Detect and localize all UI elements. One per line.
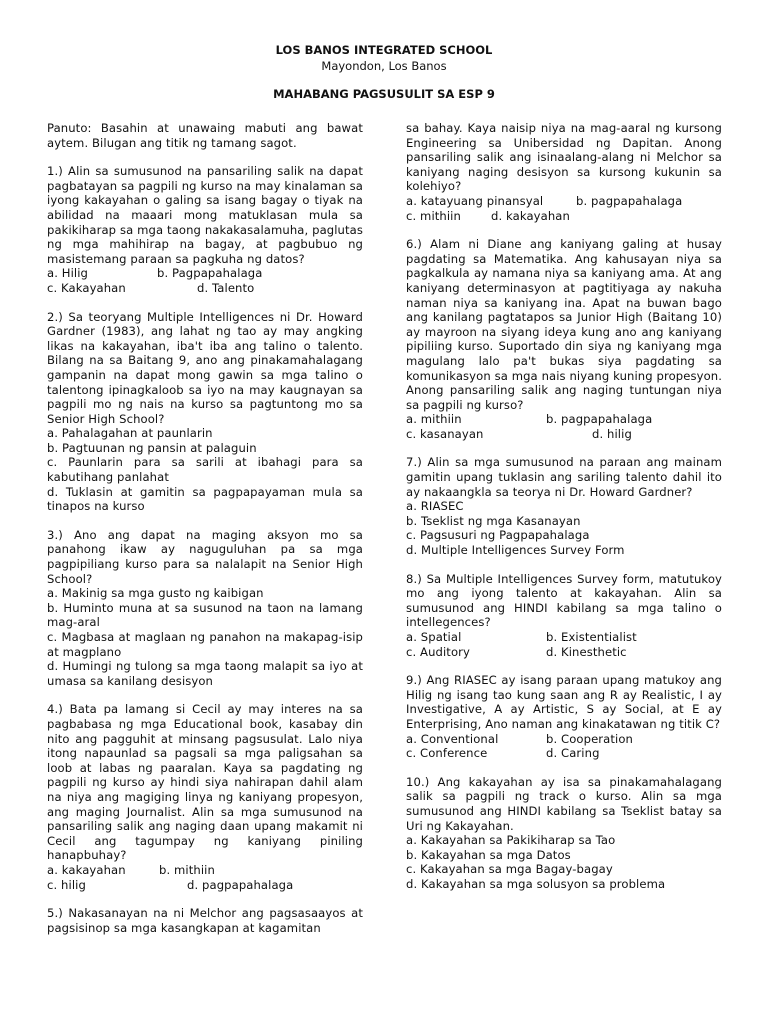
exam-title: MAHABANG PAGSUSULIT SA ESP 9	[273, 87, 495, 101]
question-5-stem-part1: 5.) Nakasanayan na ni Melchor ang pagsasaayos at pagsisinop sa mga kasangkapan at kagamitan	[47, 906, 363, 935]
option-b[interactable]: b. Pagpapahalaga	[157, 266, 263, 281]
option-a[interactable]: a. RIASEC	[406, 499, 464, 514]
question-6: 6.) Alam ni Diane ang kaniyang galing at husay pagdating sa Matematika. Ang kahusayan niya sa pagkalkula ay namana niya sa kaniyang ama. At ang kaniyang determinasyon at pagtitiyaga ay nakuha naman niya sa kaniyang ina. Apat na buwan bago ang kanilang pagtatapos sa Junior High (Baitang 10) ay mayroon na siyang ideya kung ano ang kaniyang pipiliing kurso. Suportado din siya ng kaniyang mga magulang lalo pa't bukas siya pagdating sa komunikasyon sa mga nais niyang kuning propesyon. Anong pansariling salik ang naging tuntungan niya sa pagpili ng kurso? a. mithiin b. pagpapahalaga c. kasanayan d. hilig	[406, 237, 722, 441]
school-name: LOS BANOS INTEGRATED SCHOOL	[275, 43, 493, 57]
option-c[interactable]: c. Kakayahan	[47, 280, 126, 295]
question-9: 9.) Ang RIASEC ay isang paraan upang matukoy ang Hilig ng isang tao kung saan ang R ay Realistic, I ay Investigative, A ay Artistic, S ay Social, at E ay Enterprising, Ano naman ang kinakatawan ng titik C? a. Conventional b. Cooperation c. Conference d. Caring	[406, 673, 722, 761]
school-address: Mayondon, Los Banos	[321, 59, 447, 73]
question-3: 3.) Ano ang dapat na maging aksyon mo sa panahong ikaw ay naguguluhan pa sa mga pagpipiliang kurso para sa nalalapit na Senior High School? a. Makinig sa mga gusto ng kaibigan b. Huminto muna at sa susunod na taon na lamang mag-aral c. Magbasa at maglaan ng panahon na makapag-isip at magplano d. Humingi ng tulong sa mga taong malapit sa iyo at umasa sa kanilang desisyon	[47, 527, 363, 688]
left-column	[47, 121, 363, 949]
instructions: Panuto: Basahin at unawaing mabuti ang bawat aytem. Bilugan ang titik ng tamang sagot.	[47, 121, 363, 150]
option-b[interactable]: b. Cooperation	[546, 731, 633, 746]
option-a[interactable]: a. Spatial	[406, 630, 462, 644]
option-b[interactable]: b. mithiin	[159, 862, 215, 877]
option-c[interactable]: c. Auditory	[406, 644, 470, 659]
right-column	[406, 121, 722, 906]
question-5-stem-part2: sa bahay. Kaya naisip niya na mag-aaral ng kursong Engineering sa Unibersidad ng Dapitan. Anong pansariling salik ang isinaalang-alang ni Melchor sa kaniyang naging desisyon sa kursong kukunin sa kolehiyo?	[406, 121, 722, 194]
option-c[interactable]: c. kasanayan	[406, 426, 484, 441]
option-d[interactable]: d. kakayahan	[491, 208, 570, 223]
option-c[interactable]: c. hilig	[47, 877, 86, 892]
option-d[interactable]: d. Talento	[197, 280, 255, 295]
option-c[interactable]: c. Pagsusuri ng Pagpapahalaga	[406, 528, 590, 543]
option-d[interactable]: d. Multiple Intelligences Survey Form	[406, 543, 625, 558]
option-a[interactable]: a. Pahalagahan at paunlarin	[47, 426, 213, 441]
option-c[interactable]: c. Conference	[406, 746, 488, 761]
option-a[interactable]: a. Conventional	[406, 731, 499, 746]
question-10: 10.) Ang kakayahan ay isa sa pinakamahalagang salik sa pagpili ng track o kurso. Alin sa mga sumusunod ang HINDI kabilang sa Tseklist batay sa Uri ng Kakayahan. a. Kakayahan sa Pakikiharap sa Tao b. Kakayahan sa mga Datos c. Kakayahan sa mga Bagay-bagay d. Kakayahan sa mga solusyon sa problema	[406, 774, 722, 891]
question-1: 1.) Alin sa sumusunod na pansariling salik na dapat pagbatayan sa pagpili ng kurso na may kinalaman sa iyong kakayahan o galing sa isang bagay o tiyak na abilidad na maaari mong matuklasan mula sa pakikiharap sa mga taong nakakasalamuha, paglutas ng mga mahihirap na bagay, at pagbubuo ng masistemang paraan sa pagkuha ng datos? a. Hilig b. Pagpapahalaga c. Kakayahan d. Talento	[47, 164, 363, 295]
question-2: 2.) Sa teoryang Multiple Intelligences ni Dr. Howard Gardner (1983), ang lahat ng tao ay may angking likas na kakayahan, iba't iba ang talino o talento. Bilang na sa Baitang 9, ano ang pinakamahalagang gampanin na dapat mong gawin sa mga talino o talentong ipinagkaloob sa iyo na may kaugnayan sa pagpili mo ng nais na kurso sa pagtuntong mo sa Senior High School? a. Pahalagahan at paunlarin b. Pagtuunan ng pansin at palaguin c. Paunlarin para sa sarili at ibahagi para sa kabutihang panlahat d. Tuklasin at gamitin sa pagpapayaman mula sa tinapos na kurso	[47, 309, 363, 514]
option-d[interactable]: d. Humingi ng tulong sa mga taong malapit sa iyo at umasa sa kanilang desisyon	[47, 659, 363, 688]
option-d[interactable]: d. Tuklasin at gamitin sa pagpapayaman mula sa tinapos na kurso	[47, 484, 363, 514]
option-b[interactable]: b. Pagtuunan ng pansin at palaguin	[47, 440, 257, 455]
option-a[interactable]: a. mithiin	[406, 412, 462, 427]
option-a[interactable]: a. Makinig sa mga gusto ng kaibigan	[47, 586, 264, 601]
question-7: 7.) Alin sa mga sumusunod na paraan ang mainam gamitin upang tuklasin ang sariling talento dahil ito ay nakaangkla sa teorya ni Dr. Howard Gardner? a. RIASEC b. Tseklist ng mga Kasanayan c. Pagsusuri ng Pagpapahalaga d. Multiple Intelligences Survey Form	[406, 455, 722, 558]
option-c[interactable]: c. Kakayahan sa mga Bagay-bagay	[406, 862, 613, 877]
option-a[interactable]: a. kakayahan	[47, 862, 126, 877]
option-a[interactable]: a. katayuang pinansyal	[406, 193, 544, 208]
option-c[interactable]: c. mithiin	[406, 208, 461, 223]
option-d[interactable]: d. hilig	[592, 426, 632, 441]
option-b[interactable]: b. Huminto muna at sa susunod na taon na lamang mag-aral	[47, 600, 363, 630]
question-4: 4.) Bata pa lamang si Cecil ay may interes na sa pagbabasa ng mga Educational book, kasabay din nito ang pagguhit at minsang pagsusulat. Lalo niya itong napaunlad sa pagsali sa mga paligsahan sa loob at labas ng paaralan. Kaya sa pagdating ng pagpili ng kurso ay hindi siya nahirapan dahil alam na niya ang magiging linya ng kaniyang propesyon, ang maging Journalist. Alin sa mga sumusunod na pansariling salik ang naging daan upang makamit ni Cecil ang tagumpay ng kaniyang piniling hanapbuhay? a. kakayahan b. mithiin c. hilig d. pagpapahalaga	[47, 702, 363, 892]
question-5-continued	[406, 121, 722, 223]
question-5-start	[47, 906, 363, 935]
option-d[interactable]: d. Kinesthetic	[546, 644, 627, 659]
option-d[interactable]: d. Caring	[546, 746, 600, 761]
option-c[interactable]: c. Paunlarin para sa sarili at ibahagi para sa kabutihang panlahat	[47, 455, 363, 485]
option-a[interactable]: a. Hilig	[47, 266, 89, 281]
option-d[interactable]: d. Kakayahan sa mga solusyon sa problema	[406, 876, 666, 891]
question-8: 8.) Sa Multiple Intelligences Survey form, matutukoy mo ang iyong talento at kakayahan. Alin sa sumusunod ang HINDI kabilang sa mga talino o intellegences? a. Spatial b. Existentialist c. Auditory d. Kinesthetic	[406, 571, 722, 659]
option-b[interactable]: b. pagpapahalaga	[546, 412, 653, 427]
option-d[interactable]: d. pagpapahalaga	[187, 877, 294, 892]
option-b[interactable]: b. Tseklist ng mga Kasanayan	[406, 513, 581, 528]
option-b[interactable]: b. Existentialist	[546, 630, 637, 644]
option-b[interactable]: b. pagpapahalaga	[576, 193, 683, 208]
option-b[interactable]: b. Kakayahan sa mga Datos	[406, 847, 571, 862]
option-c[interactable]: c. Magbasa at maglaan ng panahon na makapag-isip at magplano	[47, 630, 363, 659]
option-a[interactable]: a. Kakayahan sa Pakikiharap sa Tao	[406, 833, 616, 848]
